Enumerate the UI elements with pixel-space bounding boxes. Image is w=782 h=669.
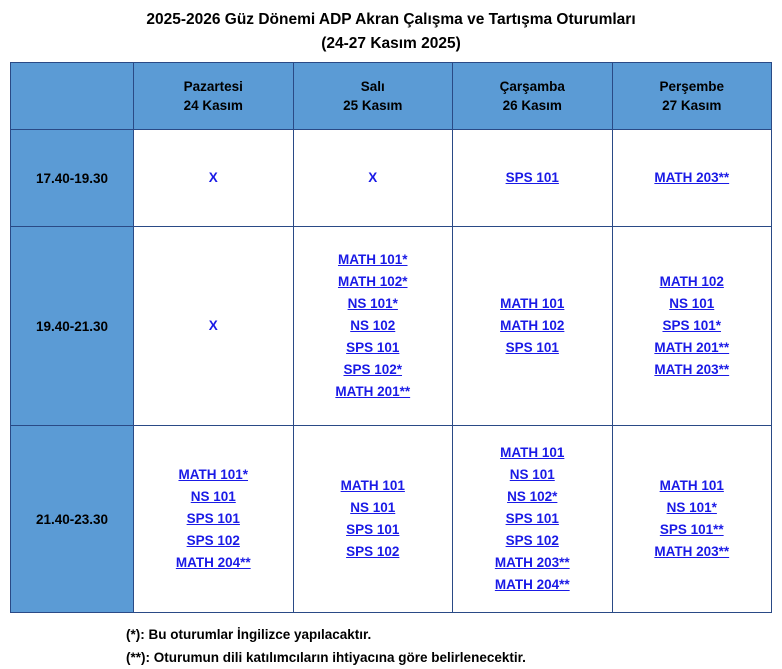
- table-row: [11, 130, 772, 227]
- course-link[interactable]: NS 101: [190, 489, 236, 504]
- course-link[interactable]: NS 101: [350, 500, 396, 515]
- course-link[interactable]: SPS 101: [186, 511, 240, 526]
- course-link[interactable]: MATH 203**: [654, 362, 730, 377]
- day-date: 24 Kasım: [183, 98, 243, 113]
- day-name: Pazartesi: [183, 79, 243, 94]
- course-link[interactable]: MATH 201**: [654, 340, 730, 355]
- course-link[interactable]: MATH 201**: [335, 384, 411, 399]
- cell-tuesday-slot2: [293, 227, 453, 426]
- course-link[interactable]: MATH 101: [500, 296, 565, 311]
- no-session-mark: X: [208, 318, 218, 333]
- cell-tuesday-slot3: [293, 426, 453, 613]
- course-link[interactable]: SPS 101*: [662, 318, 722, 333]
- course-link[interactable]: NS 102*: [507, 489, 558, 504]
- table-header-row: [11, 63, 772, 130]
- time-slot-label: 17.40-19.30: [11, 130, 134, 227]
- column-header-monday: [134, 63, 294, 130]
- cell-monday-slot2: [134, 227, 294, 426]
- course-link[interactable]: SPS 101: [346, 340, 400, 355]
- table-row: [11, 426, 772, 613]
- course-link[interactable]: SPS 102*: [343, 362, 403, 377]
- column-header-wednesday: [453, 63, 613, 130]
- title-line-2: (24-27 Kasım 2025): [321, 35, 461, 52]
- no-session-mark: X: [208, 170, 218, 185]
- course-link[interactable]: MATH 101: [659, 478, 724, 493]
- course-link[interactable]: NS 101*: [666, 500, 717, 515]
- course-link[interactable]: MATH 102*: [337, 274, 408, 289]
- corner-cell: [11, 63, 134, 130]
- day-date: 27 Kasım: [662, 98, 722, 113]
- course-link[interactable]: SPS 101: [505, 511, 559, 526]
- course-link[interactable]: SPS 102: [186, 533, 240, 548]
- course-link[interactable]: MATH 101*: [337, 252, 408, 267]
- cell-thursday-slot1: [612, 130, 772, 227]
- footnotes: [0, 613, 782, 669]
- course-link[interactable]: MATH 204**: [175, 555, 251, 570]
- course-link[interactable]: MATH 203**: [494, 555, 570, 570]
- page-title: [0, 0, 782, 56]
- column-header-tuesday: [293, 63, 453, 130]
- cell-monday-slot3: [134, 426, 294, 613]
- course-link[interactable]: MATH 101: [340, 478, 405, 493]
- course-link[interactable]: NS 101*: [347, 296, 398, 311]
- course-link[interactable]: MATH 203**: [654, 544, 730, 559]
- course-link[interactable]: SPS 101: [346, 522, 400, 537]
- table-body: [11, 130, 772, 613]
- cell-wednesday-slot3: [453, 426, 613, 613]
- day-date: 25 Kasım: [343, 98, 403, 113]
- table-row: [11, 227, 772, 426]
- footnote-single-star: (*): Bu oturumlar İngilizce yapılacaktır.: [126, 627, 372, 642]
- course-link[interactable]: SPS 101: [505, 170, 559, 185]
- course-link[interactable]: MATH 203**: [654, 170, 730, 185]
- cell-wednesday-slot2: [453, 227, 613, 426]
- footnote-double-star: (**): Oturumun dili katılımcıların ihtiyacına göre belirlenecektir.: [126, 650, 526, 665]
- time-slot-label: 19.40-21.30: [11, 227, 134, 426]
- cell-monday-slot1: [134, 130, 294, 227]
- course-link[interactable]: SPS 101: [505, 340, 559, 355]
- day-name: Salı: [360, 79, 385, 94]
- day-date: 26 Kasım: [502, 98, 562, 113]
- course-link[interactable]: MATH 101*: [178, 467, 249, 482]
- course-link[interactable]: MATH 101: [500, 445, 565, 460]
- title-line-1: 2025-2026 Güz Dönemi ADP Akran Çalışma ve Tartışma Oturumları: [146, 11, 636, 28]
- no-session-mark: X: [368, 170, 378, 185]
- course-link[interactable]: SPS 102: [505, 533, 559, 548]
- schedule-table-wrapper: [0, 56, 782, 613]
- course-link[interactable]: MATH 102: [659, 274, 724, 289]
- course-link[interactable]: NS 101: [669, 296, 715, 311]
- course-link[interactable]: NS 101: [509, 467, 555, 482]
- cell-thursday-slot3: [612, 426, 772, 613]
- course-link[interactable]: SPS 102: [346, 544, 400, 559]
- course-link[interactable]: MATH 102: [500, 318, 565, 333]
- course-link[interactable]: NS 102: [350, 318, 396, 333]
- course-link[interactable]: SPS 101**: [659, 522, 724, 537]
- schedule-table: [10, 62, 772, 613]
- cell-wednesday-slot1: [453, 130, 613, 227]
- cell-tuesday-slot1: [293, 130, 453, 227]
- column-header-thursday: [612, 63, 772, 130]
- cell-thursday-slot2: [612, 227, 772, 426]
- time-slot-label: 21.40-23.30: [11, 426, 134, 613]
- table-header: [11, 63, 772, 130]
- course-link[interactable]: MATH 204**: [494, 577, 570, 592]
- day-name: Çarşamba: [499, 79, 565, 94]
- day-name: Perşembe: [659, 79, 725, 94]
